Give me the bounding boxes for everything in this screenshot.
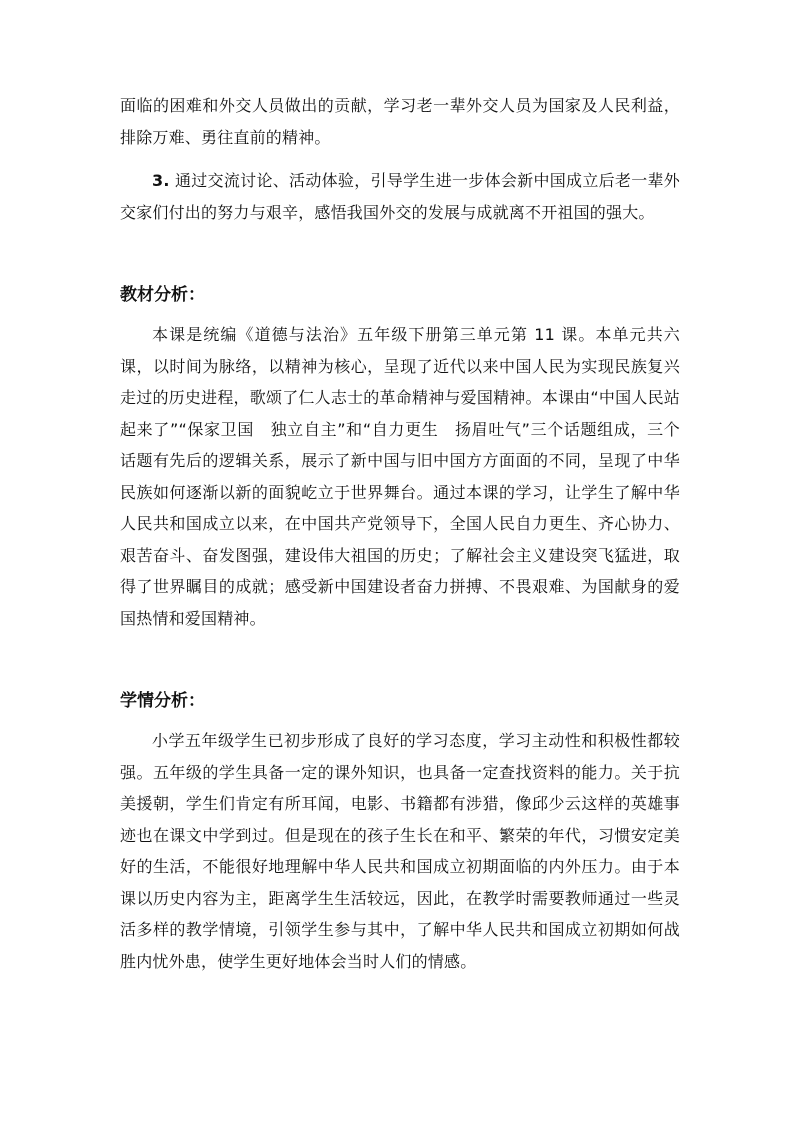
textbook-analysis-paragraph: 本课是统编《道德与法治》五年级下册第三单元第 11 课。本单元共六课，以时间为脉络，以精神为核心，呈现了近代以来中国人民为实现民族复兴走过的历史进程，歌颂了仁人志士的革命精神与爱国精神。本课由“中国人民站起来了”“保家卫国 独立自主”和“自力更生 扬眉吐气”三个话题组成，三个话题有先后的逻辑关系，展示了新中国与旧中国方方面面的不同，呈现了中华民族如何逐渐以新的面貌屹立于世界舞台。通过本课的学习，让学生了解中华人民共和国成立以来，在中国共产党领导下，全国人民自力更生、齐心协力、艰苦奋斗、奋发图强，建设伟大祖国的历史；了解社会主义建设突飞猛进，取得了世界瞩目的成就；感受新中国建设者奋力拼搏、不畏艰难、为国献身的爱国热情和爱国精神。 [120,325,680,628]
objective-item-3-text: 通过交流讨论、活动体验，引导学生进一步体会新中国成立后老一辈外交家们付出的努力与艰辛，感悟我国外交的发展与成就离不开祖国的强大。 [120,171,680,222]
document-content [120,90,680,977]
objective-item-3-number: 3. [152,171,170,190]
student-analysis-paragraph: 小学五年级学生已初步形成了良好的学习态度，学习主动性和积极性都较强。五年级的学生具备一定的课外知识，也具备一定查找资料的能力。关于抗美援朝，学生们肯定有所耳闻，电影、书籍都有涉猎，像邱少云这样的英雄事迹也在课文中学到过。但是现在的孩子生长在和平、繁荣的年代，习惯安定美好的生活，不能很好地理解中华人民共和国成立初期面临的内外压力。由于本课以历史内容为主，距离学生生活较远，因此，在教学时需要教师通过一些灵活多样的教学情境，引领学生参与其中，了解中华人民共和国成立初期如何战胜内忧外患，使学生更好地体会当时人们的情感。 [120,731,680,971]
objective-item-3 [120,165,680,228]
objective-continued-paragraph: 面临的困难和外交人员做出的贡献，学习老一辈外交人员为国家及人民利益，排除万难、勇往直前的精神。 [120,96,680,147]
student-analysis-heading: 学情分析： [120,691,205,711]
textbook-analysis-heading: 教材分析： [120,285,205,305]
